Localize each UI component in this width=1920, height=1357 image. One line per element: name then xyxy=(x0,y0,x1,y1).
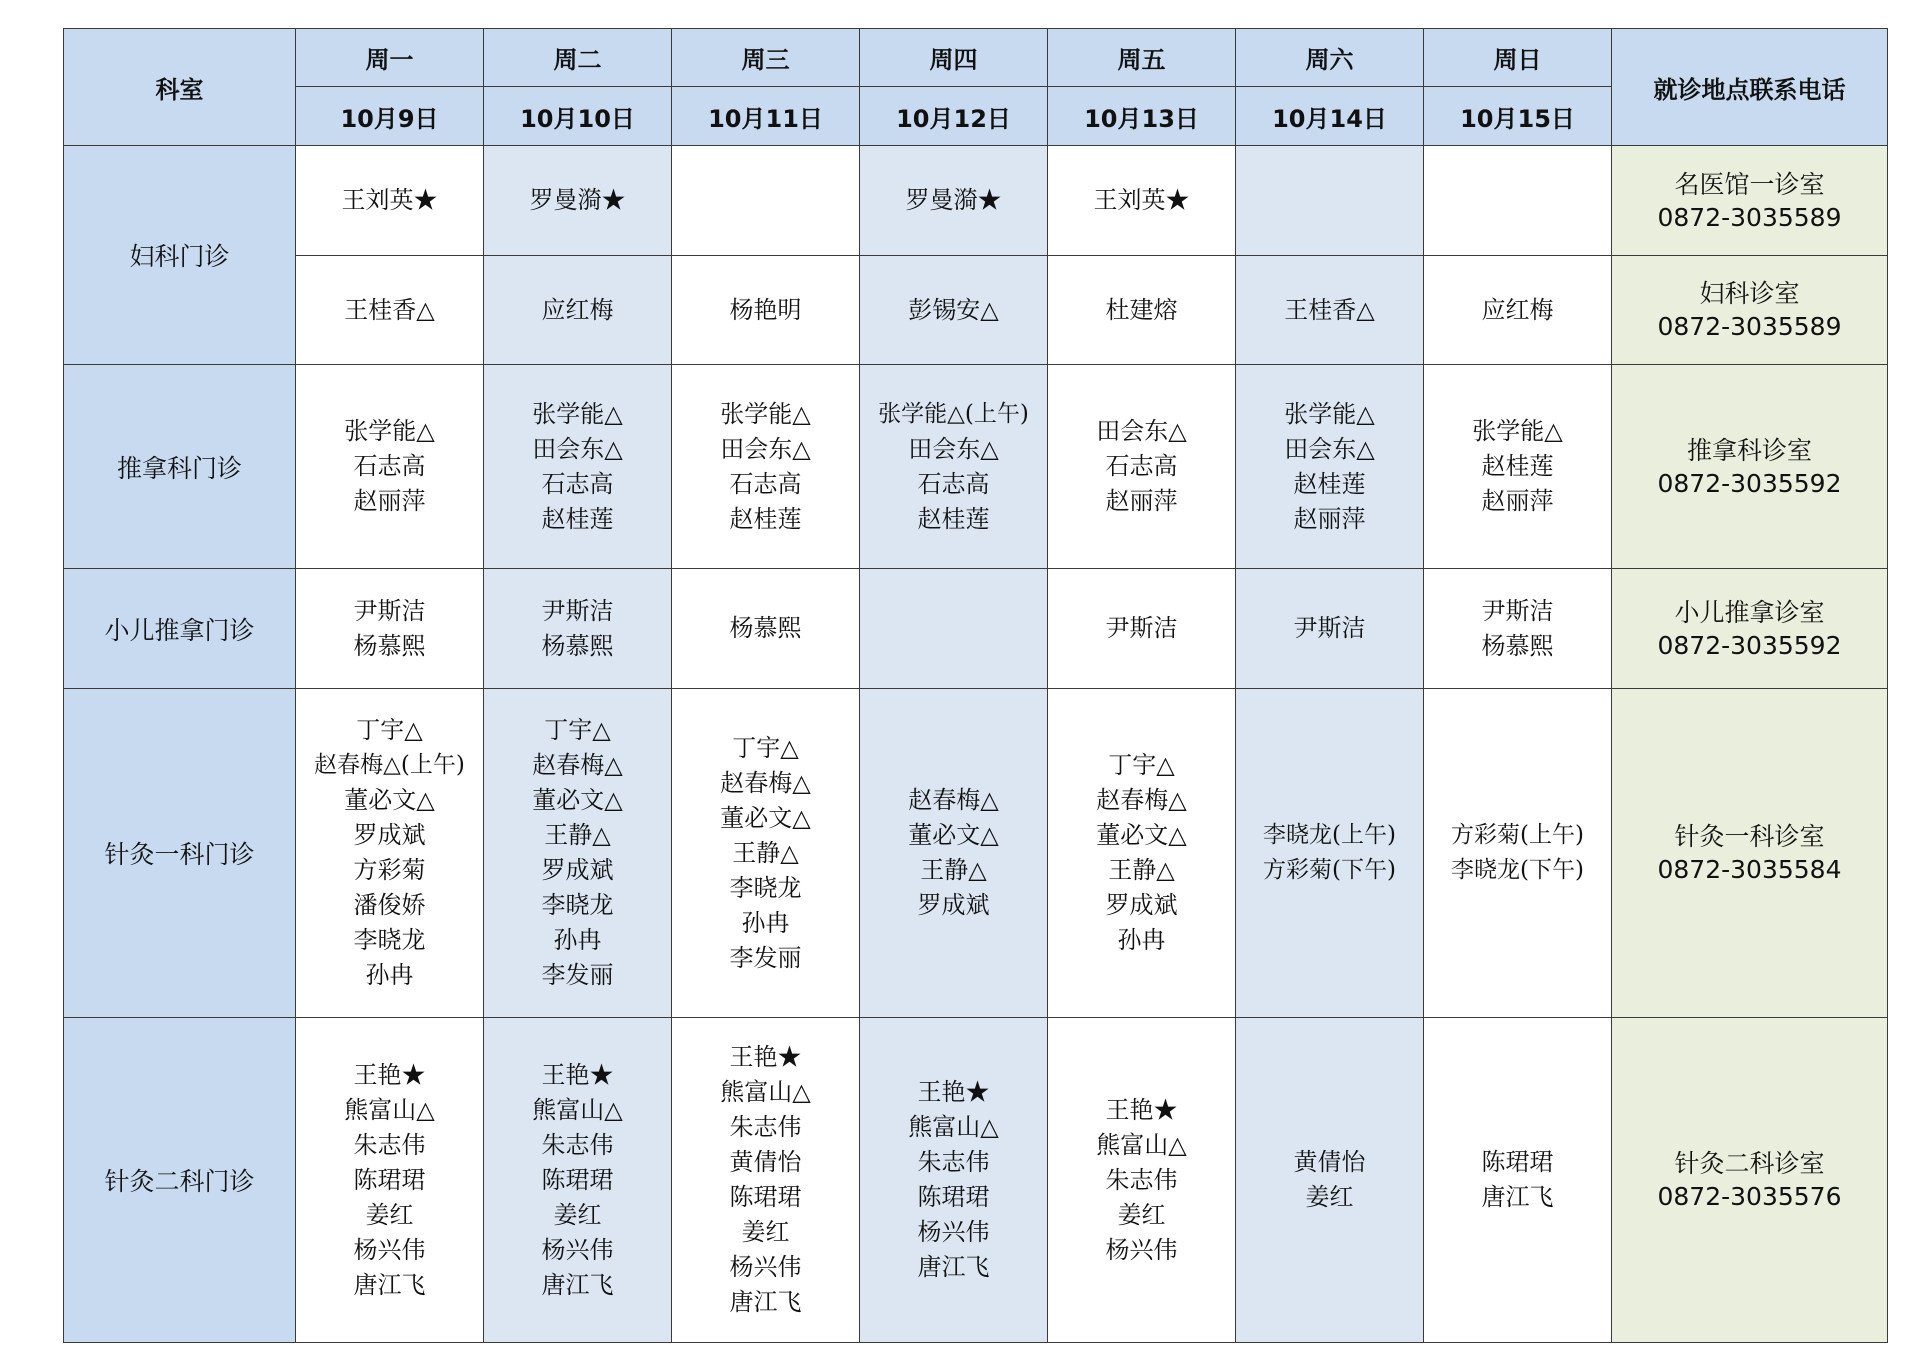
doctor-name: 唐江飞 xyxy=(541,1270,614,1299)
doctor-name: 熊富山△ xyxy=(532,1095,623,1124)
schedule-cell xyxy=(1048,256,1236,365)
doctor-name: 杨艳明 xyxy=(729,295,802,324)
weekday-header-row xyxy=(64,29,1888,87)
doctor-name: 丁宇△ xyxy=(356,716,423,744)
schedule-cell xyxy=(1048,365,1236,569)
dept-name: 针灸二科门诊 xyxy=(64,1018,296,1343)
doctor-name: 陈珺珺 xyxy=(541,1165,614,1194)
contact-column-header: 就诊地点联系电话 xyxy=(1612,29,1888,146)
doctor-name: 尹斯洁 xyxy=(1481,596,1554,625)
doctor-name: 石志高 xyxy=(917,469,990,498)
dept-name: 妇科门诊 xyxy=(64,146,296,365)
location-cell xyxy=(1612,1018,1888,1343)
location-phone: 0872-3035589 xyxy=(1657,202,1842,232)
schedule-cell xyxy=(1424,1018,1612,1343)
doctor-name: 朱志伟 xyxy=(917,1148,990,1176)
doctor-name: 董必文△ xyxy=(1096,821,1187,849)
doctor-name: 尹斯洁 xyxy=(541,596,614,625)
doctor-name: 李晓龙(上午) xyxy=(1263,822,1396,848)
clinic-schedule-table xyxy=(63,28,1888,1343)
date-header: 10月10日 xyxy=(484,87,672,146)
schedule-cell xyxy=(860,689,1048,1018)
schedule-cell xyxy=(296,146,484,256)
date-header: 10月15日 xyxy=(1424,87,1612,146)
doctor-name: 陈珺珺 xyxy=(729,1183,802,1211)
dept-column-header: 科室 xyxy=(64,29,296,146)
doctor-name: 王艳★ xyxy=(541,1060,614,1089)
doctor-name: 赵春梅△ xyxy=(532,751,623,779)
doctor-name: 杨慕熙 xyxy=(541,631,614,660)
doctor-name: 杨兴伟 xyxy=(541,1235,614,1264)
doctor-name: 赵丽萍 xyxy=(353,487,426,515)
doctor-name: 李晓龙(下午) xyxy=(1451,857,1584,883)
schedule-cell xyxy=(1424,689,1612,1018)
doctor-name: 熊富山△ xyxy=(908,1113,999,1141)
schedule-cell xyxy=(1236,146,1424,256)
schedule-cell xyxy=(672,256,860,365)
doctor-name: 李发丽 xyxy=(729,943,802,972)
doctor-name: 陈珺珺 xyxy=(1481,1148,1554,1176)
doctor-name: 杨兴伟 xyxy=(353,1235,426,1264)
doctor-name: 杨兴伟 xyxy=(729,1253,802,1281)
location-cell xyxy=(1612,256,1888,365)
schedule-cell xyxy=(296,1018,484,1343)
doctor-name: 王艳★ xyxy=(353,1060,426,1089)
doctor-name: 姜红 xyxy=(1117,1200,1166,1229)
date-header: 10月13日 xyxy=(1048,87,1236,146)
dept-name: 小儿推拿门诊 xyxy=(64,569,296,689)
location-cell xyxy=(1612,146,1888,256)
doctor-name: 董必文△ xyxy=(344,786,435,814)
location-cell xyxy=(1612,569,1888,689)
doctor-name: 王桂香△ xyxy=(344,295,435,324)
doctor-name: 方彩菊 xyxy=(353,856,426,884)
doctor-name: 赵丽萍 xyxy=(1481,487,1554,515)
doctor-name: 赵桂莲 xyxy=(1293,469,1366,498)
doctor-name: 张学能△(上午) xyxy=(878,400,1029,427)
schedule-cell xyxy=(1048,569,1236,689)
doctor-name: 孙冉 xyxy=(553,926,602,954)
doctor-name: 田会东△ xyxy=(908,434,999,463)
schedule-cell xyxy=(1424,569,1612,689)
schedule-cell xyxy=(1048,1018,1236,1343)
doctor-name: 王静△ xyxy=(544,821,611,849)
schedule-cell xyxy=(672,1018,860,1343)
doctor-name: 罗成斌 xyxy=(1105,891,1178,919)
weekday-header: 周二 xyxy=(484,29,672,87)
date-header: 10月9日 xyxy=(296,87,484,146)
schedule-cell xyxy=(484,1018,672,1343)
doctor-name: 张学能△ xyxy=(532,399,623,428)
location-room: 针灸一科诊室 xyxy=(1674,822,1825,851)
table-row xyxy=(64,569,1888,689)
doctor-name: 朱志伟 xyxy=(729,1113,802,1141)
doctor-name: 孙冉 xyxy=(1117,926,1166,954)
schedule-cell xyxy=(296,569,484,689)
table-row xyxy=(64,689,1888,1018)
doctor-name: 尹斯洁 xyxy=(1293,614,1366,642)
doctor-name: 王艳★ xyxy=(917,1078,990,1106)
doctor-name: 唐江飞 xyxy=(353,1270,426,1299)
schedule-cell xyxy=(1048,146,1236,256)
doctor-name: 田会东△ xyxy=(720,434,811,463)
schedule-cell xyxy=(672,146,860,256)
doctor-name: 王艳★ xyxy=(1105,1095,1178,1124)
location-phone: 0872-3035576 xyxy=(1657,1182,1842,1211)
table-row xyxy=(64,256,1888,365)
schedule-cell xyxy=(484,256,672,365)
doctor-name: 罗成斌 xyxy=(541,856,614,884)
schedule-cell xyxy=(484,365,672,569)
doctor-name: 石志高 xyxy=(729,469,802,498)
doctor-name: 熊富山△ xyxy=(720,1078,811,1106)
doctor-name: 赵丽萍 xyxy=(1293,504,1366,533)
doctor-name: 黄倩怡 xyxy=(729,1148,802,1176)
doctor-name: 应红梅 xyxy=(1481,295,1554,324)
location-room: 针灸二科诊室 xyxy=(1674,1149,1825,1178)
doctor-name: 田会东△ xyxy=(1096,417,1187,445)
doctor-name: 张学能△ xyxy=(720,399,811,428)
table-row xyxy=(64,365,1888,569)
doctor-name: 董必文△ xyxy=(908,821,999,849)
location-phone: 0872-3035584 xyxy=(1657,855,1842,884)
location-cell xyxy=(1612,689,1888,1018)
table-row xyxy=(64,1018,1888,1343)
doctor-name: 彭锡安△ xyxy=(908,295,999,324)
doctor-name: 李晓龙 xyxy=(353,926,426,954)
doctor-name: 潘俊娇 xyxy=(353,891,426,919)
doctor-name: 王桂香△ xyxy=(1284,295,1375,324)
doctor-name: 赵桂莲 xyxy=(1481,452,1554,480)
doctor-name: 唐江飞 xyxy=(1481,1183,1554,1211)
doctor-name: 陈珺珺 xyxy=(353,1165,426,1194)
weekday-header: 周三 xyxy=(672,29,860,87)
doctor-name: 杜建熔 xyxy=(1105,295,1178,324)
doctor-name: 张学能△ xyxy=(1472,417,1563,445)
schedule-cell xyxy=(1236,1018,1424,1343)
doctor-name: 王静△ xyxy=(920,856,987,884)
weekday-header: 周四 xyxy=(860,29,1048,87)
doctor-name: 姜红 xyxy=(553,1200,602,1229)
location-room: 小儿推拿诊室 xyxy=(1674,597,1825,627)
schedule-cell xyxy=(1424,146,1612,256)
doctor-name: 赵春梅△ xyxy=(720,768,811,797)
doctor-name: 唐江飞 xyxy=(917,1253,990,1281)
location-room: 妇科诊室 xyxy=(1699,279,1800,308)
schedule-cell xyxy=(1236,689,1424,1018)
doctor-name: 杨兴伟 xyxy=(1105,1235,1178,1264)
doctor-name: 赵桂莲 xyxy=(917,504,990,533)
doctor-name: 方彩菊(下午) xyxy=(1263,857,1396,883)
schedule-cell xyxy=(296,365,484,569)
doctor-name: 李晓龙 xyxy=(729,873,802,902)
weekday-header: 周日 xyxy=(1424,29,1612,87)
doctor-name: 李晓龙 xyxy=(541,891,614,919)
location-phone: 0872-3035589 xyxy=(1657,312,1842,341)
schedule-cell xyxy=(860,256,1048,365)
doctor-name: 石志高 xyxy=(353,452,426,480)
doctor-name: 王刘英★ xyxy=(1093,186,1190,214)
dept-name: 针灸一科门诊 xyxy=(64,689,296,1018)
table-row xyxy=(64,146,1888,256)
schedule-cell xyxy=(484,146,672,256)
schedule-body xyxy=(64,146,1888,1343)
doctor-name: 姜红 xyxy=(365,1200,414,1229)
schedule-cell xyxy=(672,365,860,569)
schedule-cell xyxy=(1424,365,1612,569)
location-room: 推拿科诊室 xyxy=(1686,435,1812,465)
doctor-name: 杨慕熙 xyxy=(353,631,426,660)
schedule-cell xyxy=(860,569,1048,689)
doctor-name: 杨兴伟 xyxy=(917,1218,990,1246)
doctor-name: 李发丽 xyxy=(541,961,614,989)
location-phone: 0872-3035592 xyxy=(1657,468,1842,498)
doctor-name: 杨慕熙 xyxy=(729,614,802,642)
date-header: 10月12日 xyxy=(860,87,1048,146)
doctor-name: 赵春梅△ xyxy=(908,786,999,814)
doctor-name: 张学能△ xyxy=(1284,399,1375,428)
doctor-name: 田会东△ xyxy=(1284,434,1375,463)
doctor-name: 王艳★ xyxy=(729,1043,802,1071)
doctor-name: 孙冉 xyxy=(741,908,790,937)
doctor-name: 罗成斌 xyxy=(353,821,426,849)
doctor-name: 赵丽萍 xyxy=(1105,487,1178,515)
schedule-cell xyxy=(672,569,860,689)
location-phone: 0872-3035592 xyxy=(1657,630,1842,660)
schedule-cell xyxy=(860,1018,1048,1343)
doctor-name: 董必文△ xyxy=(532,786,623,814)
doctor-name: 尹斯洁 xyxy=(353,596,426,625)
schedule-cell xyxy=(296,256,484,365)
doctor-name: 王刘英★ xyxy=(341,186,438,214)
doctor-name: 朱志伟 xyxy=(353,1130,426,1159)
doctor-name: 姜红 xyxy=(741,1218,790,1246)
doctor-name: 应红梅 xyxy=(541,295,614,324)
doctor-name: 赵春梅△ xyxy=(1096,786,1187,814)
schedule-cell xyxy=(672,689,860,1018)
schedule-cell xyxy=(1236,365,1424,569)
schedule-cell xyxy=(1236,256,1424,365)
doctor-name: 董必文△ xyxy=(720,803,811,832)
doctor-name: 赵桂莲 xyxy=(541,504,614,533)
doctor-name: 丁宇△ xyxy=(544,716,611,744)
doctor-name: 罗曼漪★ xyxy=(905,186,1002,214)
doctor-name: 陈珺珺 xyxy=(917,1183,990,1211)
doctor-name: 熊富山△ xyxy=(1096,1130,1187,1159)
doctor-name: 唐江飞 xyxy=(729,1288,802,1316)
doctor-name: 朱志伟 xyxy=(1105,1165,1178,1194)
location-room: 名医馆一诊室 xyxy=(1674,169,1825,199)
schedule-cell xyxy=(484,689,672,1018)
schedule-cell xyxy=(1048,689,1236,1018)
doctor-name: 石志高 xyxy=(1105,452,1178,480)
doctor-name: 王静△ xyxy=(732,838,799,867)
doctor-name: 王静△ xyxy=(1108,856,1175,884)
schedule-cell xyxy=(860,146,1048,256)
location-cell xyxy=(1612,365,1888,569)
schedule-cell xyxy=(860,365,1048,569)
schedule-cell xyxy=(484,569,672,689)
doctor-name: 田会东△ xyxy=(532,434,623,463)
schedule-cell xyxy=(1424,256,1612,365)
doctor-name: 黄倩怡 xyxy=(1293,1148,1366,1176)
doctor-name: 姜红 xyxy=(1305,1183,1354,1211)
doctor-name: 赵桂莲 xyxy=(729,504,802,533)
weekday-header: 周五 xyxy=(1048,29,1236,87)
doctor-name: 罗曼漪★ xyxy=(529,186,626,214)
doctor-name: 丁宇△ xyxy=(1108,751,1175,779)
doctor-name: 罗成斌 xyxy=(917,891,990,919)
doctor-name: 张学能△ xyxy=(344,417,435,445)
weekday-header: 周六 xyxy=(1236,29,1424,87)
doctor-name: 朱志伟 xyxy=(541,1130,614,1159)
doctor-name: 石志高 xyxy=(541,469,614,498)
doctor-name: 孙冉 xyxy=(365,961,414,989)
doctor-name: 赵春梅△(上午) xyxy=(314,752,465,778)
schedule-cell xyxy=(296,689,484,1018)
date-header: 10月11日 xyxy=(672,87,860,146)
doctor-name: 方彩菊(上午) xyxy=(1451,822,1584,848)
doctor-name: 尹斯洁 xyxy=(1105,614,1178,642)
schedule-cell xyxy=(1236,569,1424,689)
doctor-name: 丁宇△ xyxy=(732,733,799,762)
dept-name: 推拿科门诊 xyxy=(64,365,296,569)
doctor-name: 熊富山△ xyxy=(344,1095,435,1124)
date-header: 10月14日 xyxy=(1236,87,1424,146)
weekday-header: 周一 xyxy=(296,29,484,87)
doctor-name: 杨慕熙 xyxy=(1481,631,1554,660)
